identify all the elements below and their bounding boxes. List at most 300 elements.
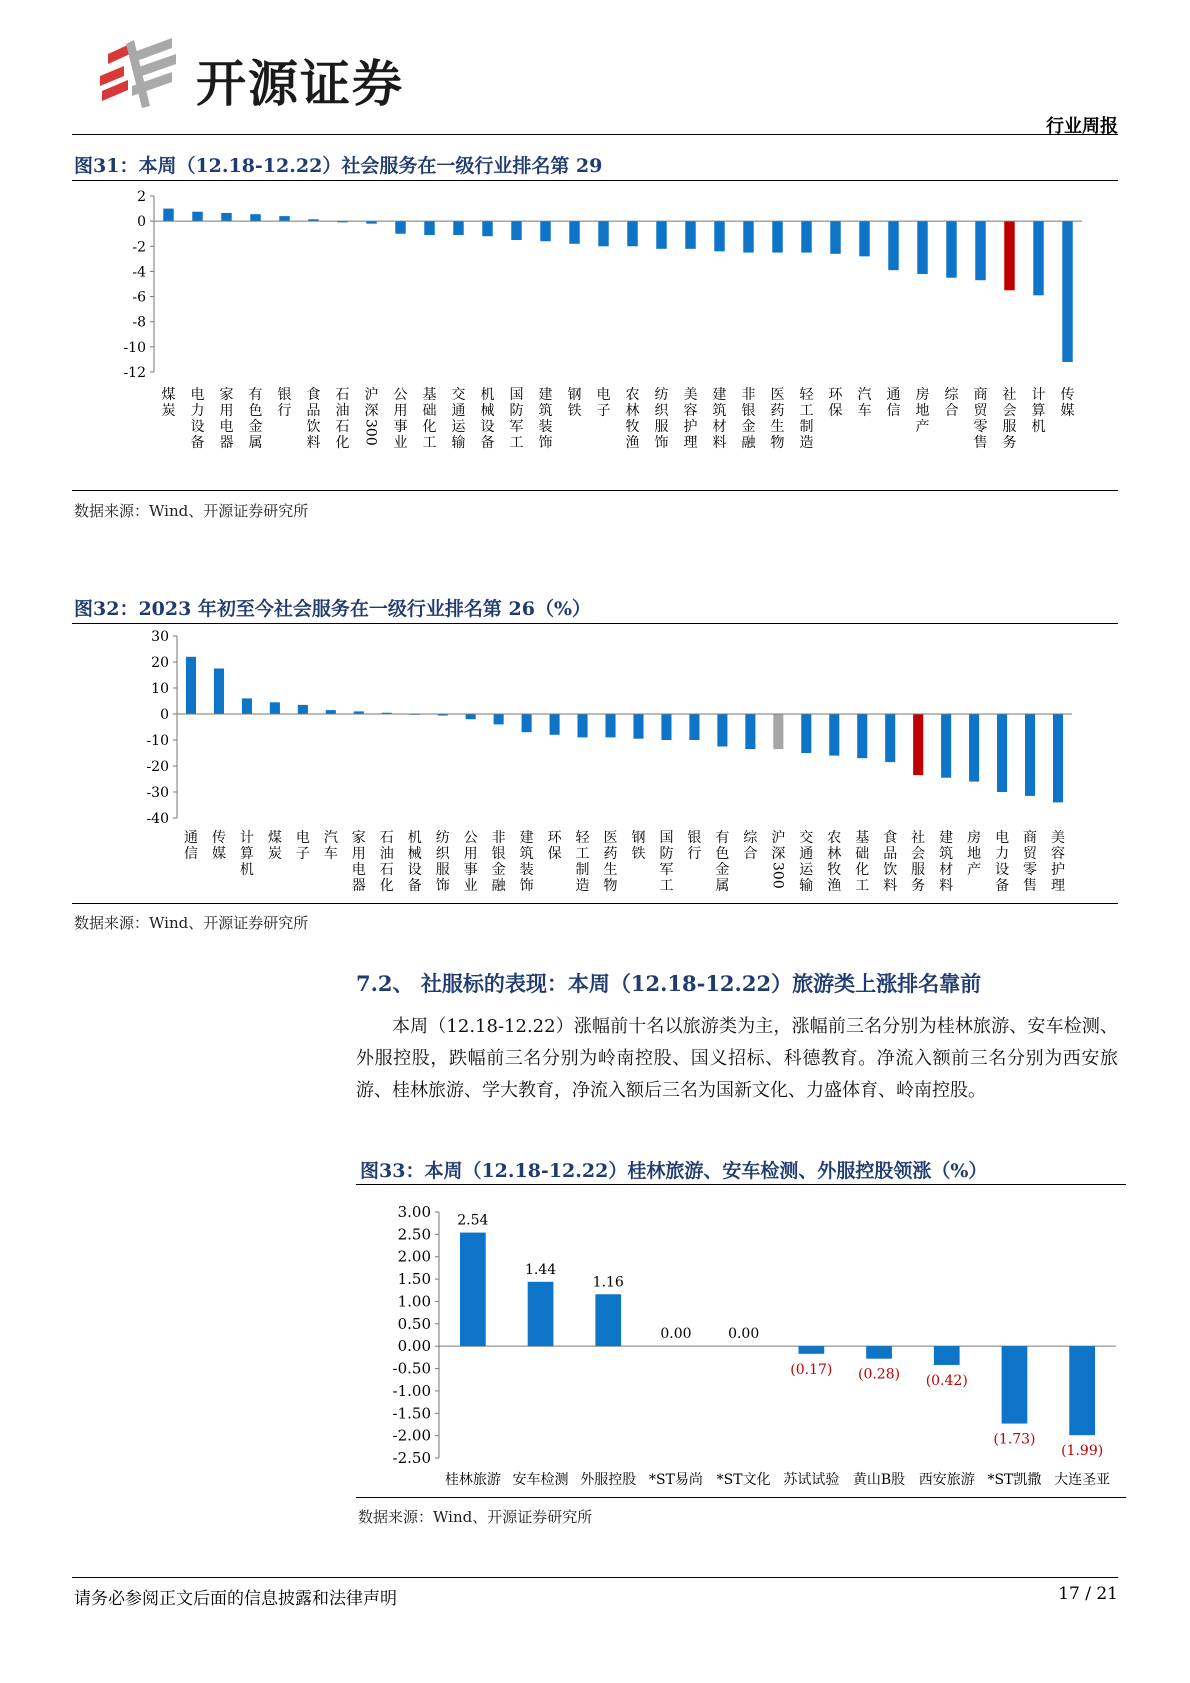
svg-text:地: 地 [967, 846, 982, 862]
x-label-房地产 [916, 386, 930, 435]
svg-text:础: 础 [422, 403, 437, 419]
svg-text:用: 用 [351, 846, 366, 862]
svg-text:商: 商 [973, 387, 988, 403]
bar-医药生物 [772, 221, 782, 252]
x-label-*ST凯撒: *ST凯撒 [987, 1472, 1042, 1488]
svg-text:算: 算 [1031, 403, 1046, 419]
fig32-chart [72, 626, 1118, 902]
bar-通信 [186, 657, 196, 714]
svg-text:产: 产 [915, 419, 930, 435]
x-label-社会服务 [911, 830, 925, 894]
x-label-银行 [278, 387, 292, 419]
x-label-汽车 [324, 830, 338, 862]
svg-text:林: 林 [827, 846, 842, 862]
bar-社会服务 [913, 714, 923, 775]
svg-text:金: 金 [491, 862, 506, 878]
x-label-电力设备 [191, 386, 205, 451]
x-label-银行 [687, 830, 701, 862]
x-label-电子 [296, 829, 310, 862]
y-tick-label: -0.50 [392, 1359, 431, 1378]
svg-text:媒: 媒 [211, 846, 226, 862]
svg-text:沪: 沪 [771, 830, 786, 846]
svg-text:钢: 钢 [567, 387, 582, 403]
svg-text:行: 行 [277, 403, 292, 419]
bar-基础化工 [424, 221, 434, 235]
svg-text:国: 国 [659, 830, 674, 846]
svg-text:输: 输 [451, 435, 466, 451]
svg-text:军: 军 [509, 419, 524, 435]
x-label-农林牧渔 [626, 387, 640, 451]
svg-text:器: 器 [351, 878, 366, 894]
section-title: 7.2、 社服标的表现：本周（12.18-12.22）旅游类上涨排名靠前 [356, 971, 982, 996]
svg-text:机: 机 [239, 862, 254, 878]
svg-text:医: 医 [770, 387, 785, 403]
svg-text:电: 电 [995, 830, 1010, 846]
svg-text:通: 通 [886, 387, 901, 403]
bar-农林牧渔 [627, 221, 637, 246]
svg-text:电: 电 [219, 419, 234, 435]
x-label-非银金融 [742, 387, 757, 451]
svg-text:轻: 轻 [575, 830, 590, 846]
svg-text:纺: 纺 [435, 830, 450, 846]
svg-text:饰: 饰 [435, 878, 450, 894]
x-label-公用事业 [464, 830, 478, 894]
bar-美容护理 [685, 221, 695, 249]
svg-text:地: 地 [915, 403, 930, 419]
data-label: 0.00 [728, 1326, 760, 1343]
bar-环保 [550, 714, 560, 735]
svg-text:信: 信 [183, 846, 198, 862]
bar-医药生物 [605, 714, 615, 737]
bar-基础化工 [857, 714, 867, 758]
svg-text:通: 通 [183, 830, 198, 846]
bar-商贸零售 [1025, 714, 1035, 796]
bar-建筑装饰 [522, 714, 532, 732]
svg-text:工: 工 [422, 435, 437, 451]
svg-text:建: 建 [939, 830, 954, 846]
fig33-chart [356, 1190, 1126, 1490]
bar-煤炭 [163, 209, 173, 222]
svg-text:算: 算 [239, 846, 254, 862]
svg-text:械: 械 [407, 846, 422, 862]
svg-text:制: 制 [799, 419, 814, 435]
svg-text:药: 药 [603, 846, 618, 862]
svg-text:设: 设 [995, 862, 1010, 878]
svg-text:料: 料 [712, 435, 727, 451]
fig31-chart [72, 186, 1118, 486]
svg-text:公: 公 [393, 387, 408, 403]
svg-text:建: 建 [519, 830, 534, 846]
x-label-基础化工 [423, 386, 437, 451]
x-label-美容护理 [684, 387, 698, 451]
bar-电力设备 [192, 212, 202, 221]
svg-text:电: 电 [596, 387, 611, 403]
header-rule [72, 134, 1118, 135]
section-paragraph: 本周（12.18-12.22）涨幅前十名以旅游类为主，涨幅前三名分别为桂林旅游、安车检测、外服控股，跌幅前三名分别为岭南控股、国义招标、科德教育。净流入额前三名分别为西安旅游、桂林旅游、学大教育，净流入额后三名为国新文化、力盛体育、岭南控股。 [356, 1016, 1118, 1101]
svg-text:传: 传 [1060, 387, 1075, 403]
bar-交通运输 [801, 714, 811, 753]
svg-text:生: 生 [603, 862, 618, 878]
svg-text:建: 建 [538, 387, 553, 403]
x-label-煤炭 [268, 829, 282, 862]
bar-大连圣亚 [1069, 1346, 1095, 1435]
svg-text:会: 会 [1002, 403, 1017, 419]
data-label: 0.00 [660, 1326, 692, 1343]
x-label-家用电器 [220, 387, 234, 451]
svg-text:沪: 沪 [364, 387, 379, 403]
x-label-沪深300 [769, 830, 785, 889]
fig32-source: 数据来源：Wind、开源证券研究所 [74, 914, 309, 932]
y-tick-label: 0.00 [397, 1337, 431, 1356]
svg-text:计: 计 [1031, 387, 1046, 403]
bar-国防军工 [661, 714, 671, 740]
svg-text:保: 保 [828, 403, 843, 419]
data-label: (1.99) [1061, 1443, 1104, 1460]
x-label-传媒 [1061, 387, 1075, 419]
svg-text:药: 药 [770, 403, 785, 419]
svg-text:筑: 筑 [519, 846, 534, 862]
svg-text:铁: 铁 [567, 403, 582, 419]
svg-text:备: 备 [995, 878, 1010, 894]
fig33-top-rule [356, 1184, 1126, 1185]
x-label-煤炭 [162, 386, 176, 419]
svg-text:材: 材 [939, 862, 954, 878]
bar-房地产 [917, 221, 927, 274]
data-label: 1.16 [592, 1274, 624, 1291]
svg-text:石: 石 [335, 419, 350, 435]
header [0, 0, 1190, 140]
svg-text:电: 电 [351, 862, 366, 878]
svg-text:交: 交 [799, 830, 814, 846]
x-label-石油石化 [380, 830, 394, 894]
x-label-综合 [945, 387, 960, 419]
svg-text:工: 工 [575, 846, 590, 862]
svg-text:产: 产 [967, 862, 982, 878]
svg-text:深: 深 [364, 403, 379, 419]
bar-有色金属 [250, 214, 260, 221]
svg-text:设: 设 [480, 419, 495, 435]
y-tick-label: 2.00 [397, 1247, 431, 1266]
svg-text:金: 金 [248, 419, 263, 435]
fig33-title: 图33：本周（12.18-12.22）桂林旅游、安车检测、外服控股领涨（%） [360, 1160, 988, 1182]
bar-汽车 [859, 221, 869, 256]
svg-text:造: 造 [575, 878, 590, 894]
data-label: (1.73) [993, 1431, 1036, 1448]
x-label-社会服务 [1003, 387, 1017, 451]
svg-text:备: 备 [480, 435, 495, 451]
data-label: (0.17) [790, 1361, 833, 1378]
svg-text:建: 建 [712, 387, 727, 403]
x-label-*ST文化: *ST文化 [716, 1472, 771, 1488]
svg-text:子: 子 [596, 403, 611, 419]
svg-text:社: 社 [1002, 387, 1017, 403]
svg-text:材: 材 [712, 419, 727, 435]
bar-汽车 [326, 710, 336, 714]
svg-text:炭: 炭 [267, 846, 282, 862]
svg-text:银: 银 [687, 830, 702, 846]
svg-text:家: 家 [219, 387, 234, 403]
x-label-传媒 [212, 830, 226, 862]
bar-通信 [888, 221, 898, 270]
bar-西安旅游 [934, 1346, 960, 1365]
x-label-有色金属 [249, 387, 263, 451]
fig32-top-rule [72, 623, 1118, 624]
svg-text:油: 油 [335, 403, 350, 419]
bar-非银金融 [743, 221, 753, 252]
x-label-建筑装饰 [539, 386, 553, 451]
svg-text:金: 金 [741, 419, 756, 435]
svg-text:输: 输 [799, 878, 814, 894]
svg-text:美: 美 [1051, 830, 1066, 846]
svg-text:银: 银 [277, 387, 292, 403]
bar-建筑材料 [714, 221, 724, 251]
bar-银行 [279, 216, 289, 221]
svg-text:车: 车 [857, 403, 872, 419]
x-label-电子 [597, 386, 611, 419]
svg-text:物: 物 [770, 435, 785, 451]
x-label-大连圣亚: 大连圣亚 [1054, 1472, 1111, 1488]
x-label-沪深300 [363, 387, 379, 446]
svg-text:渔: 渔 [625, 435, 640, 451]
report-type-tag: 行业周报 [1046, 116, 1118, 137]
fig32-bottom-rule [72, 903, 1118, 904]
bar-计算机 [1033, 221, 1043, 295]
svg-text:料: 料 [883, 878, 898, 894]
svg-text:机: 机 [480, 387, 495, 403]
x-label-机械设备 [481, 386, 495, 451]
svg-text:行: 行 [687, 846, 702, 862]
data-label: (0.28) [857, 1366, 901, 1383]
footer-rule [72, 1577, 1118, 1578]
svg-text:计: 计 [239, 830, 254, 846]
svg-text:环: 环 [547, 830, 562, 846]
svg-text:商: 商 [1023, 830, 1038, 846]
brand-name: 开源证券 [196, 55, 404, 113]
y-tick-label: -4 [132, 264, 146, 281]
svg-text:容: 容 [683, 403, 698, 419]
svg-text:物: 物 [603, 878, 618, 894]
bar-交通运输 [453, 221, 463, 235]
x-label-食品饮料 [307, 387, 321, 451]
svg-text:煤: 煤 [267, 830, 282, 846]
y-tick-label: 3.00 [397, 1203, 431, 1221]
y-tick-label: 30 [151, 629, 169, 645]
y-tick-label: 2 [137, 189, 146, 205]
data-label: 2.54 [457, 1212, 489, 1229]
svg-text:电: 电 [190, 387, 205, 403]
fig31-top-rule [72, 180, 1118, 181]
bar-有色金属 [717, 714, 727, 747]
x-label-建筑材料 [713, 386, 727, 451]
y-tick-label: -20 [146, 759, 169, 775]
svg-text:信: 信 [886, 403, 901, 419]
svg-text:合: 合 [743, 846, 758, 862]
bar-安车检测 [528, 1282, 554, 1346]
svg-text:筑: 筑 [939, 846, 954, 862]
svg-text:器: 器 [219, 435, 234, 451]
svg-text:媒: 媒 [1060, 403, 1075, 419]
svg-text:渔: 渔 [827, 878, 842, 894]
svg-text:食: 食 [883, 830, 898, 846]
x-label-建筑装饰 [520, 829, 534, 894]
bar-电子 [298, 705, 308, 714]
bar-公用事业 [395, 221, 405, 234]
y-tick-label: -8 [132, 314, 146, 331]
bar-计算机 [242, 698, 252, 714]
svg-text:备: 备 [190, 435, 205, 451]
x-label-轻工制造 [576, 830, 591, 894]
bar-商贸零售 [975, 221, 985, 280]
x-label-家用电器 [352, 830, 366, 894]
bar-机械设备 [482, 221, 492, 236]
svg-text:饰: 饰 [519, 878, 534, 894]
svg-text:农: 农 [625, 387, 640, 403]
y-tick-label: -30 [146, 785, 169, 801]
svg-text:石: 石 [379, 862, 394, 878]
svg-text:环: 环 [828, 387, 843, 403]
svg-text:设: 设 [190, 419, 205, 435]
y-tick-label: 1.50 [397, 1270, 431, 1289]
svg-text:零: 零 [973, 419, 988, 435]
x-label-公用事业 [394, 387, 408, 451]
x-label-商贸零售 [974, 387, 989, 451]
svg-text:社: 社 [911, 830, 926, 846]
svg-text:综: 综 [743, 830, 758, 846]
svg-text:煤: 煤 [161, 387, 176, 403]
svg-text:油: 油 [379, 846, 394, 862]
svg-text:护: 护 [683, 419, 698, 435]
svg-text:银: 银 [491, 846, 506, 862]
svg-text:服: 服 [911, 862, 926, 878]
bar-电子 [598, 221, 608, 246]
svg-text:事: 事 [393, 419, 408, 435]
svg-text:贸: 贸 [1023, 846, 1038, 862]
bar-非银金融 [494, 714, 504, 724]
bar-建筑装饰 [540, 221, 550, 241]
svg-text:化: 化 [855, 862, 870, 878]
x-label-桂林旅游: 桂林旅游 [444, 1472, 501, 1488]
y-tick-label: -2 [132, 239, 146, 256]
svg-text:品: 品 [306, 403, 321, 419]
svg-text:牧: 牧 [827, 862, 842, 878]
svg-text:银: 银 [741, 403, 756, 419]
svg-text:业: 业 [463, 878, 478, 894]
fig31-title: 图31：本周（12.18-12.22）社会服务在一级行业排名第 29 [74, 155, 603, 177]
svg-text:电: 电 [295, 830, 310, 846]
svg-text:纺: 纺 [654, 387, 669, 403]
bar-银行 [689, 714, 699, 740]
x-label-安车检测: 安车检测 [512, 1472, 569, 1488]
fig33-source: 数据来源：Wind、开源证券研究所 [358, 1508, 593, 1526]
bar-建筑材料 [941, 714, 951, 778]
svg-text:牧: 牧 [625, 419, 640, 435]
svg-text:织: 织 [654, 403, 669, 419]
y-tick-label: 1.00 [397, 1292, 431, 1311]
x-label-国防军工 [659, 830, 673, 894]
y-tick-label: 0 [137, 214, 146, 231]
svg-text:综: 综 [944, 387, 959, 403]
svg-text:务: 务 [911, 878, 926, 894]
y-tick-label: -2.00 [392, 1426, 431, 1445]
svg-text:贸: 贸 [973, 403, 988, 419]
bar-房地产 [969, 714, 979, 782]
bar-桂林旅游 [460, 1233, 486, 1347]
x-label-非银金融 [492, 830, 507, 894]
svg-text:料: 料 [939, 878, 954, 894]
svg-text:金: 金 [715, 862, 730, 878]
bar-传媒 [214, 669, 224, 715]
y-tick-label: -10 [146, 733, 169, 749]
x-label-石油石化 [336, 387, 350, 451]
svg-text:300: 300 [362, 419, 379, 446]
svg-text:车: 车 [323, 846, 338, 862]
x-label-机械设备 [408, 829, 422, 894]
svg-text:零: 零 [1023, 862, 1038, 878]
x-label-通信 [887, 387, 901, 419]
svg-text:机: 机 [407, 830, 422, 846]
bar-钢铁 [569, 221, 579, 244]
svg-text:保: 保 [547, 846, 562, 862]
svg-text:林: 林 [625, 403, 640, 419]
y-tick-label: -10 [123, 339, 146, 356]
bar-黄山B股 [866, 1346, 892, 1359]
x-label-黄山B股: 黄山B股 [852, 1472, 906, 1488]
bar-家用电器 [221, 213, 231, 221]
y-tick-label: -1.50 [392, 1404, 431, 1423]
bar-外服控股 [595, 1294, 621, 1346]
y-tick-label: -6 [132, 289, 146, 306]
fig32-title: 图32：2023 年初至今社会服务在一级行业排名第 26（%） [74, 598, 592, 620]
svg-text:家: 家 [351, 830, 366, 846]
bar-农林牧渔 [829, 714, 839, 756]
svg-text:造: 造 [799, 435, 814, 451]
x-label-美容护理 [1051, 830, 1065, 894]
svg-text:力: 力 [190, 403, 205, 419]
svg-text:饰: 饰 [654, 435, 669, 451]
svg-text:用: 用 [393, 403, 408, 419]
bar-纺织服饰 [656, 221, 666, 249]
bar-美容护理 [1053, 714, 1063, 802]
bar-环保 [830, 221, 840, 254]
x-label-外服控股: 外服控股 [580, 1472, 637, 1488]
x-label-钢铁 [568, 387, 582, 419]
svg-text:通: 通 [799, 846, 814, 862]
data-label: 1.44 [524, 1261, 557, 1278]
svg-text:服: 服 [654, 419, 669, 435]
svg-text:国: 国 [509, 387, 524, 403]
svg-text:美: 美 [683, 387, 698, 403]
svg-text:传: 传 [211, 830, 226, 846]
footer-disclaimer: 请务必参阅正文后面的信息披露和法律声明 [74, 1589, 397, 1609]
data-label: (0.42) [925, 1372, 968, 1389]
svg-text:品: 品 [883, 846, 898, 862]
svg-text:装: 装 [519, 862, 534, 878]
svg-text:饮: 饮 [306, 419, 321, 435]
svg-text:理: 理 [683, 435, 698, 451]
bar-综合 [745, 714, 755, 749]
svg-text:通: 通 [451, 403, 466, 419]
x-label-建筑材料 [939, 829, 953, 894]
svg-text:服: 服 [435, 862, 450, 878]
svg-text:筑: 筑 [712, 403, 727, 419]
brand-logo-icon [98, 36, 178, 108]
svg-text:基: 基 [422, 387, 437, 403]
svg-text:农: 农 [827, 830, 842, 846]
svg-text:化: 化 [379, 878, 394, 894]
svg-text:防: 防 [509, 403, 524, 419]
svg-text:石: 石 [379, 830, 394, 846]
bar-轻工制造 [801, 221, 811, 252]
